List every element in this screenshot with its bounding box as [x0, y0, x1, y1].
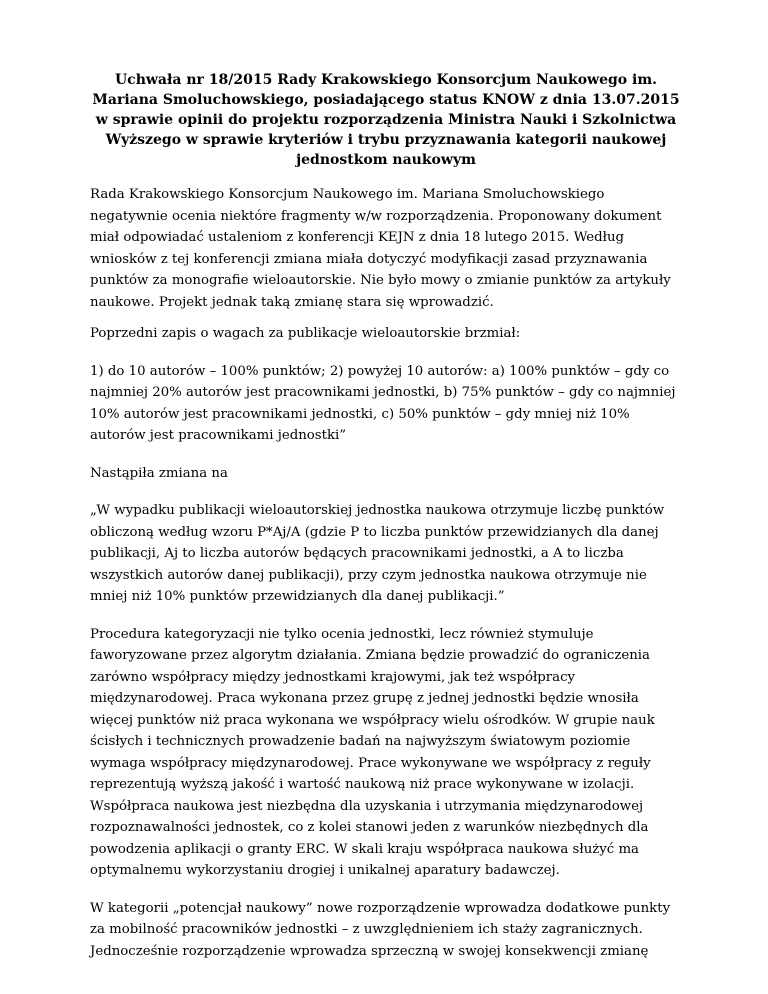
- paragraph-previous-intro: Poprzedni zapis o wagach za publikacje wieloautorskie brzmiał:: [90, 326, 521, 341]
- document-page: [90, 70, 682, 972]
- paragraph-new-rule: „W wypadku publikacji wieloautorskiej jednostka naukowa otrzymuje liczbę punktów obliczoną według wzoru P*Aj/A (gdzie P to liczba punktów przewidzianych dla danej publikacji, Aj to liczba autorów będących pracownikami jednostki, a A to liczba wszystkich autorów danej publikacji), przy czym jednostka naukowa otrzymuje nie mniej niż 10% punktów przewidzianych dla danej publikacji.”: [90, 503, 665, 604]
- paragraph-previous-rule: 1) do 10 autorów – 100% punktów; 2) powyżej 10 autorów: a) 100% punktów – gdy co najmniej 20% autorów jest pracownikami jednostki, b) 75% punktów – gdy co najmniej 10% autorów jest pracownikami jednostki, c) 50% punktów – gdy mniej niż 10% autorów jest pracownikami jednostki”: [90, 363, 676, 443]
- paragraph-potential: W kategorii „potencjał naukowy” nowe rozporządzenie wprowadza dodatkowe punkty za mobilność pracowników jednostki – z uwzględnieniem ich staży zagranicznych. Jednocześnie rozporządzenie wprowadza sprzeczną w swojej konsekwencji zmianę: [90, 900, 671, 959]
- paragraph-cooperation: Procedura kategoryzacji nie tylko ocenia jednostki, lecz również stymuluje faworyzowane przez algorytm działania. Zmiana będzie prowadzić do ograniczenia zarówno współpracy między jednostkami krajowymi, jak też współpracy międzynarodowej. Praca wykonana przez grupę z jednej jednostki będzie wnosiła więcej punktów niż praca wykonana we współpracy wielu ośrodków. W grupie nauk ścisłych i technicznych prowadzenie badań na najwyższym światowym poziomie wymaga współpracy międzynarodowej. Prace wykonywane we współpracy z reguły reprezentują wyższą jakość i wartość naukową niż prace wykonywane w izolacji. Współpraca naukowa jest niezbędna dla uzyskania i utrzymania międzynarodowej rozpoznawalności jednostek, co z kolei stanowi jeden z warunków niezbędnych dla powodzenia aplikacji o granty ERC. W skali kraju współpraca naukowa służyć ma optymalnemu wykorzystaniu drogiej i unikalnej aparatury badawczej.: [90, 626, 655, 878]
- paragraph-change-intro: Nastąpiła zmiana na: [90, 465, 228, 481]
- paragraph-opinion: Rada Krakowskiego Konsorcjum Naukowego im. Mariana Smoluchowskiego negatywnie ocenia niektóre fragmenty w/w rozporządzenia. Proponowany dokument miał odpowiadać ustaleniom z konferencji KEJN z dnia 18 lutego 2015. Według wniosków z tej konferencji zmiana miała dotyczyć modyfikacji zasad przyznawania punktów za monografie wieloautorskie. Nie było mowy o zmianie punktów za artykuły naukowe. Projekt jednak taką zmianę stara się wprowadzić.: [90, 187, 671, 310]
- document-title: Uchwała nr 18/2015 Rady Krakowskiego Konsorcjum Naukowego im. Mariana Smoluchowskiego, posiadającego status KNOW z dnia 13.07.2015 w sprawie opinii do projektu rozporządzenia Ministra Nauki i Szkolnictwa Wyższego w sprawie kryteriów i trybu przyznawania kategorii naukowej jednostkom naukowym: [92, 72, 680, 168]
